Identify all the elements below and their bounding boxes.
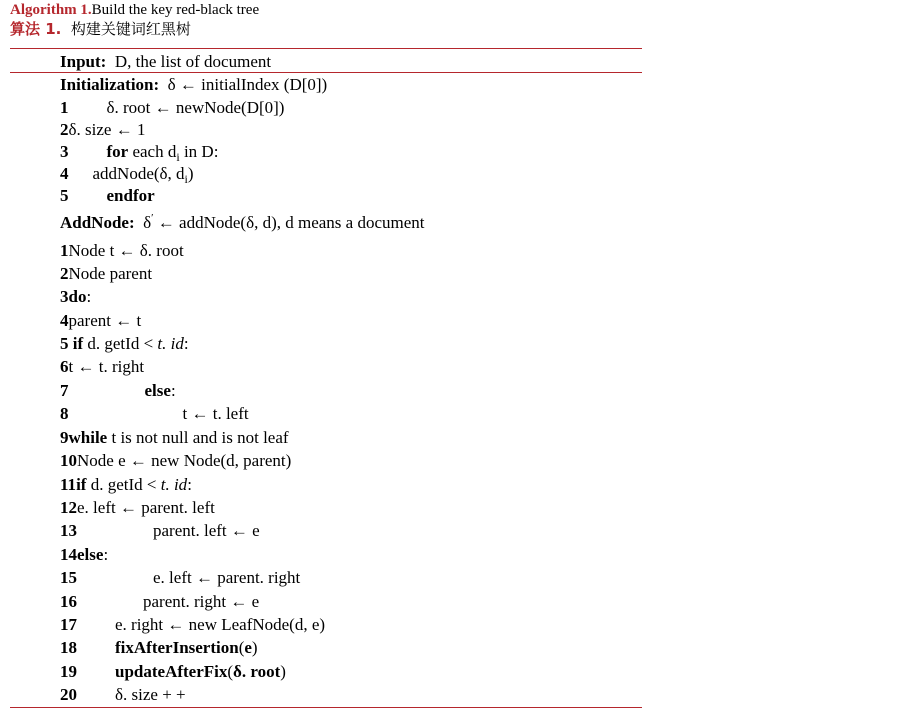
subscript: i xyxy=(184,172,188,186)
caption-label-zh: 算法 1. xyxy=(10,20,62,38)
line-code: parent. left ← e xyxy=(153,521,260,540)
line-code-tail: : xyxy=(187,475,192,494)
italic-expression: t. id xyxy=(160,475,188,494)
keyword: endfor xyxy=(106,186,155,205)
body-line-16 xyxy=(60,591,259,613)
line-code: addNode(δ, d xyxy=(92,164,185,183)
line-code: d. getId < xyxy=(83,334,158,353)
line-code: δ. size + + xyxy=(115,685,186,704)
body-line-7 xyxy=(60,380,176,402)
keyword: for xyxy=(106,142,129,161)
keyword: else xyxy=(77,545,104,564)
body-line-19 xyxy=(60,661,286,683)
init-line-2 xyxy=(60,119,145,141)
line-code-tail: ) xyxy=(187,164,194,183)
caption-title: Build the key red-black tree xyxy=(91,2,260,18)
body-line-12 xyxy=(60,497,215,519)
line-number: 11 xyxy=(60,475,77,494)
initialization-text: δ ← initialIndex (D[0]) xyxy=(167,75,328,94)
line-code: δ. root ← newNode(D[0]) xyxy=(106,98,285,117)
keyword-argument: e xyxy=(244,638,252,657)
line-code: t is not null and is not leaf xyxy=(107,428,289,447)
line-code: e. left ← parent. left xyxy=(77,498,215,517)
line-number: 16 xyxy=(60,592,77,611)
body-line-2 xyxy=(60,263,152,285)
line-code: parent ← t xyxy=(68,311,142,330)
line-code: t ← t. left xyxy=(182,404,249,423)
italic-expression: t. id xyxy=(157,334,184,353)
line-code: e. right ← new LeafNode(d, e) xyxy=(115,615,326,634)
line-number: 4 xyxy=(60,311,69,330)
body-line-17 xyxy=(60,614,325,636)
line-code: Node e ← new Node(d, parent) xyxy=(77,451,292,470)
body-line-10 xyxy=(60,450,291,472)
line-number: 9 xyxy=(60,428,69,447)
line-number: 12 xyxy=(60,498,77,517)
keyword: else xyxy=(144,381,171,400)
keyword: updateAfterFix xyxy=(115,662,228,681)
addnode-symbol: δ xyxy=(143,213,152,232)
line-code: ( xyxy=(238,638,245,657)
line-code: each d xyxy=(132,142,177,161)
line-code-tail: in D: xyxy=(179,142,219,161)
line-number: 1 xyxy=(60,98,69,117)
input-label: Input: xyxy=(60,52,107,71)
addnode-text: ← addNode(δ, d), d means a document xyxy=(153,213,425,232)
line-number: 10 xyxy=(60,451,77,470)
line-code: t ← t. right xyxy=(68,357,145,376)
line-number: 2 xyxy=(60,120,69,139)
caption-label: Algorithm 1. xyxy=(10,2,92,18)
line-code: Node t ← δ. root xyxy=(68,241,184,260)
keyword-argument: δ. root xyxy=(233,662,281,681)
body-line-1 xyxy=(60,240,184,262)
keyword: fixAfterInsertion xyxy=(115,638,239,657)
keyword: if xyxy=(72,334,84,353)
addnode-line xyxy=(60,207,425,232)
body-line-4 xyxy=(60,310,141,332)
subscript: i xyxy=(176,150,180,164)
line-number: 14 xyxy=(60,545,77,564)
body-line-5 xyxy=(60,333,189,355)
line-number: 6 xyxy=(60,357,69,376)
body-line-3 xyxy=(60,286,91,308)
body-line-13 xyxy=(60,520,260,542)
line-code-tail: ) xyxy=(251,638,258,657)
line-number: 20 xyxy=(60,685,77,704)
line-code: d. getId < xyxy=(86,475,161,494)
init-line-3 xyxy=(60,141,218,163)
line-number: 15 xyxy=(60,568,77,587)
body-line-15 xyxy=(60,567,300,589)
line-number: 13 xyxy=(60,521,77,540)
init-line-5 xyxy=(60,185,155,207)
line-code: : xyxy=(103,545,109,564)
body-line-20 xyxy=(60,684,186,706)
init-line-1 xyxy=(60,97,284,119)
line-number: 2 xyxy=(60,264,69,283)
keyword: if xyxy=(76,475,87,494)
body-line-14 xyxy=(60,544,108,566)
line-number: 5 xyxy=(60,186,69,205)
line-code: e. left ← parent. right xyxy=(153,568,301,587)
line-code: : xyxy=(170,381,176,400)
line-number: 7 xyxy=(60,381,69,400)
line-number: 5 xyxy=(60,334,69,353)
init-line-4 xyxy=(60,163,194,185)
line-number: 8 xyxy=(60,404,69,423)
line-code-tail: : xyxy=(183,334,189,353)
body-line-8 xyxy=(60,403,249,425)
input-line xyxy=(60,51,271,73)
body-line-18 xyxy=(60,637,258,659)
input-text: D, the list of document xyxy=(114,52,272,71)
caption-title-zh: 构建关键词红黑树 xyxy=(70,20,191,38)
line-code: : xyxy=(86,287,92,306)
line-number: 19 xyxy=(60,662,77,681)
initialization-line xyxy=(60,74,327,96)
line-code: ( xyxy=(227,662,234,681)
line-code-tail: ) xyxy=(280,662,286,681)
line-code: Node parent xyxy=(68,264,153,283)
body-line-11 xyxy=(60,474,192,496)
line-code: parent. right ← e xyxy=(143,592,260,611)
body-line-9 xyxy=(60,427,289,449)
prime-superscript: ′ xyxy=(151,212,154,224)
addnode-label: AddNode: xyxy=(60,213,135,232)
initialization-label: Initialization: xyxy=(60,75,160,94)
line-number: 3 xyxy=(60,287,69,306)
body-line-6 xyxy=(60,356,144,378)
line-number: 4 xyxy=(60,164,69,183)
line-code: δ. size ← 1 xyxy=(68,120,146,139)
line-number: 18 xyxy=(60,638,77,657)
line-number: 3 xyxy=(60,142,69,161)
keyword: while xyxy=(68,428,108,447)
line-number: 1 xyxy=(60,241,69,260)
line-number: 17 xyxy=(60,615,77,634)
keyword: do xyxy=(68,287,87,306)
